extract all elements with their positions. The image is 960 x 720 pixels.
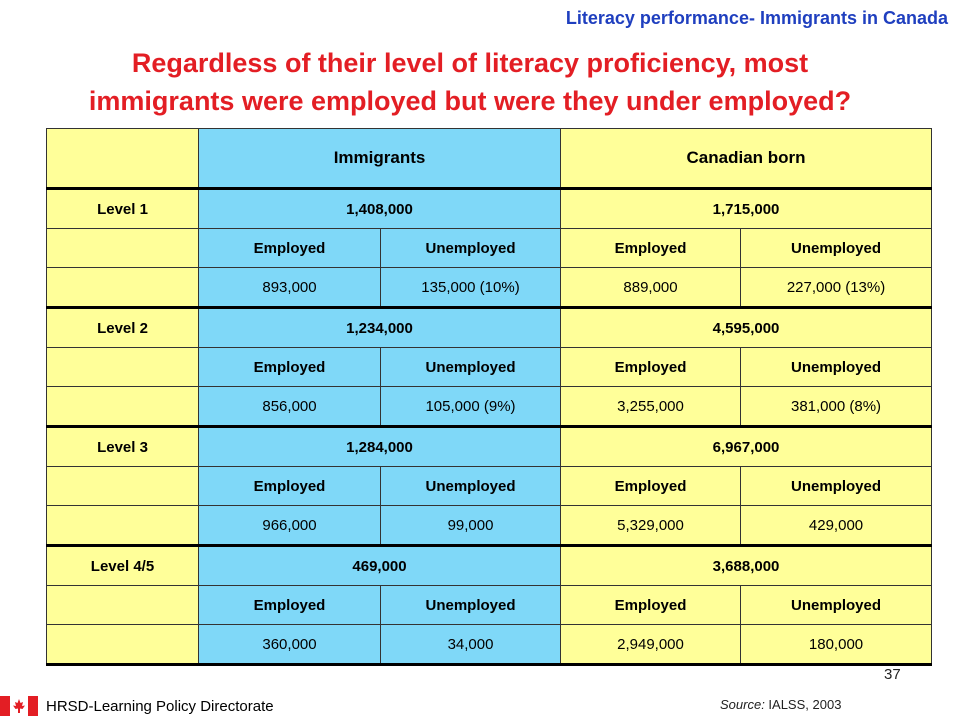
header-canadian-born: Canadian born — [561, 129, 932, 189]
canadian-total: 4,595,000 — [561, 308, 932, 348]
canadian-unemployed-header: Unemployed — [741, 586, 932, 625]
immigrants-unemployed-value: 135,000 (10%) — [381, 268, 561, 308]
immigrants-unemployed-header: Unemployed — [381, 467, 561, 506]
empty-cell — [47, 506, 199, 546]
table-row-values — [47, 268, 932, 308]
footer-organization: HRSD-Learning Policy Directorate — [46, 698, 274, 715]
canadian-total: 6,967,000 — [561, 427, 932, 467]
empty-cell — [47, 268, 199, 308]
canadian-employed-value: 3,255,000 — [561, 387, 741, 427]
table-row-values — [47, 506, 932, 546]
table-row-subheader — [47, 586, 932, 625]
table-row-values — [47, 625, 932, 665]
table-row-level-total — [47, 189, 932, 229]
canadian-unemployed-header: Unemployed — [741, 348, 932, 387]
immigrants-employed-value: 856,000 — [199, 387, 381, 427]
source-note — [720, 697, 841, 712]
immigrants-unemployed-header: Unemployed — [381, 348, 561, 387]
immigrants-unemployed-header: Unemployed — [381, 586, 561, 625]
level-label: Level 3 — [47, 427, 199, 467]
immigrants-employed-header: Employed — [199, 348, 381, 387]
level-label: Level 4/5 — [47, 546, 199, 586]
table-row-subheader — [47, 229, 932, 268]
immigrants-total: 469,000 — [199, 546, 561, 586]
table-row-subheader — [47, 348, 932, 387]
immigrants-employed-value: 893,000 — [199, 268, 381, 308]
canadian-employed-value: 5,329,000 — [561, 506, 741, 546]
canadian-unemployed-value: 381,000 (8%) — [741, 387, 932, 427]
immigrants-employed-header: Employed — [199, 467, 381, 506]
empty-cell — [47, 586, 199, 625]
table-row-level-total — [47, 427, 932, 467]
canadian-unemployed-value: 227,000 (13%) — [741, 268, 932, 308]
canadian-employed-value: 889,000 — [561, 268, 741, 308]
header-empty-cell — [47, 129, 199, 189]
canadian-employed-header: Employed — [561, 229, 741, 268]
canadian-unemployed-header: Unemployed — [741, 229, 932, 268]
immigrants-total: 1,284,000 — [199, 427, 561, 467]
source-label: Source: — [720, 697, 765, 712]
canadian-unemployed-value: 429,000 — [741, 506, 932, 546]
page-number: 37 — [884, 666, 901, 683]
immigrants-unemployed-value: 99,000 — [381, 506, 561, 546]
header-immigrants: Immigrants — [199, 129, 561, 189]
level-label: Level 2 — [47, 308, 199, 348]
immigrants-unemployed-value: 34,000 — [381, 625, 561, 665]
level-label: Level 1 — [47, 189, 199, 229]
canadian-employed-header: Employed — [561, 467, 741, 506]
table-row-level-total — [47, 308, 932, 348]
canadian-total: 1,715,000 — [561, 189, 932, 229]
canadian-total: 3,688,000 — [561, 546, 932, 586]
headline-line-1: Regardless of their level of literacy proficiency, most — [131, 48, 809, 78]
slide-headline — [0, 44, 940, 120]
immigrants-employed-header: Employed — [199, 229, 381, 268]
immigrants-total: 1,234,000 — [199, 308, 561, 348]
empty-cell — [47, 387, 199, 427]
source-value: IALSS, 2003 — [764, 697, 842, 712]
table-row-values — [47, 387, 932, 427]
canadian-employed-value: 2,949,000 — [561, 625, 741, 665]
canadian-employed-header: Employed — [561, 348, 741, 387]
immigrants-unemployed-value: 105,000 (9%) — [381, 387, 561, 427]
canada-flag-icon — [0, 696, 38, 716]
canadian-unemployed-value: 180,000 — [741, 625, 932, 665]
immigrants-unemployed-header: Unemployed — [381, 229, 561, 268]
table-row-subheader — [47, 467, 932, 506]
empty-cell — [47, 467, 199, 506]
empty-cell — [47, 348, 199, 387]
immigrants-employed-header: Employed — [199, 586, 381, 625]
immigrants-total: 1,408,000 — [199, 189, 561, 229]
canadian-unemployed-header: Unemployed — [741, 467, 932, 506]
empty-cell — [47, 625, 199, 665]
empty-cell — [47, 229, 199, 268]
slide-header-title: Literacy performance- Immigrants in Canada — [565, 8, 948, 28]
table-row-level-total — [47, 546, 932, 586]
literacy-employment-table — [46, 128, 932, 666]
immigrants-employed-value: 360,000 — [199, 625, 381, 665]
immigrants-employed-value: 966,000 — [199, 506, 381, 546]
headline-line-2: immigrants were employed but were they under employed? — [88, 86, 852, 116]
table-header-row — [47, 129, 932, 189]
canadian-employed-header: Employed — [561, 586, 741, 625]
